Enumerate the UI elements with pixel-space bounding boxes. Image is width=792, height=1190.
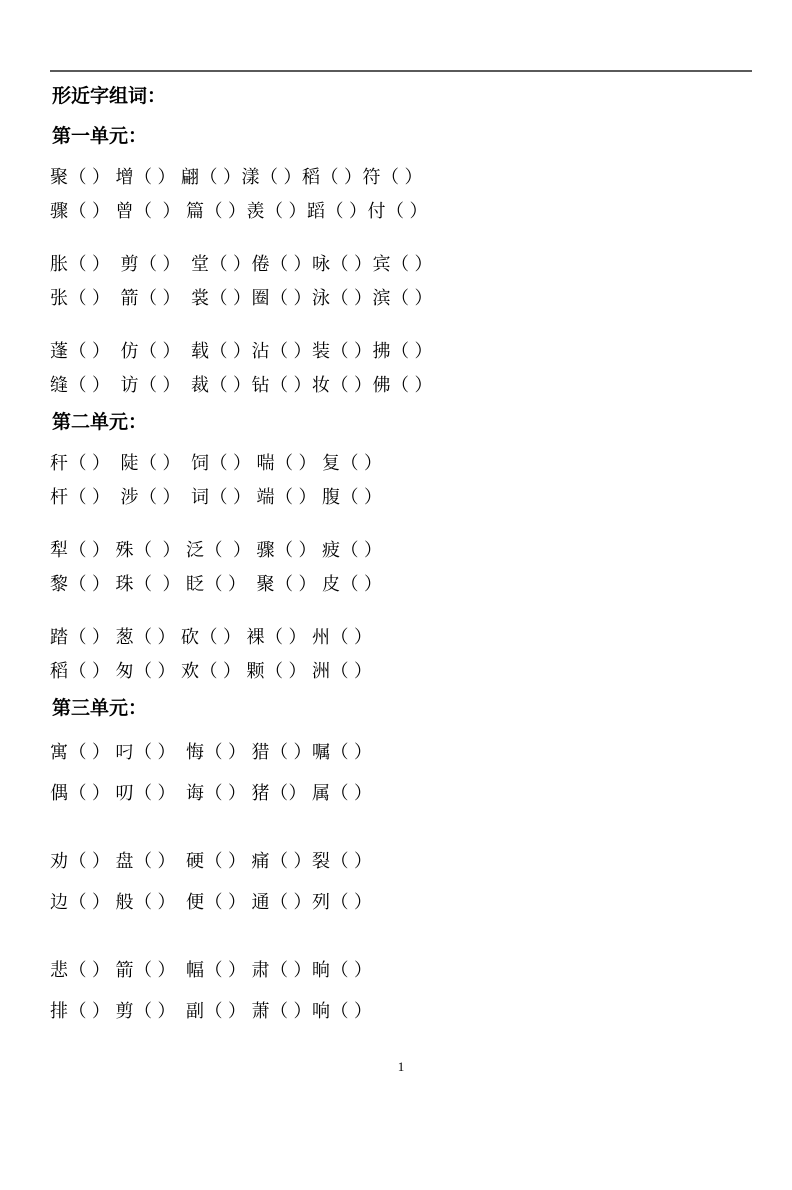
character-row: 边（ ） 般（ ） 便（ ） 通（ ）列（ ）	[50, 892, 373, 912]
page-title: 形近字组词：	[52, 86, 167, 107]
character-row: 缝（ ） 访（ ） 裁（ ）钻（ ）妆（ ）佛（ ）	[50, 375, 433, 395]
character-row: 杆（ ） 涉（ ） 词（ ） 端（ ） 腹（ ）	[50, 487, 383, 507]
section-title-unit-2: 第二单元：	[52, 412, 148, 433]
character-row: 黎（ ） 珠（ ） 眨（ ） 聚（ ） 皮（ ）	[50, 574, 383, 594]
character-row: 张（ ） 箭（ ） 裳（ ）圈（ ）泳（ ）滨（ ）	[50, 288, 433, 308]
character-row: 秆（ ） 陡（ ） 饲（ ） 喘（ ） 复（ ）	[50, 453, 383, 473]
character-pair-group	[50, 247, 752, 315]
character-row: 蓬（ ） 仿（ ） 载（ ）沾（ ）装（ ）拂（ ）	[50, 341, 433, 361]
section-unit-3	[50, 696, 752, 1032]
character-row: 聚（ ） 增（ ） 翩（ ）漾（ ）稻（ ）符（ ）	[50, 167, 423, 187]
character-row: 劝（ ） 盘（ ） 硬（ ） 痛（ ）裂（ ）	[50, 851, 373, 871]
character-pair-group	[50, 334, 752, 402]
character-row: 犁（ ） 殊（ ） 泛（ ） 骤（ ） 疲（ ）	[50, 540, 383, 560]
section-title-unit-3: 第三单元：	[52, 698, 148, 719]
character-row: 排（ ） 剪（ ） 副（ ） 萧（ ）响（ ）	[50, 1001, 373, 1021]
character-row: 骤（ ） 曾（ ） 篇（ ）羡（ ）蹈（ ）付（ ）	[50, 201, 428, 221]
character-pair-group	[50, 446, 752, 514]
character-row: 偶（ ） 叨（ ） 诲（ ） 猪（） 属（ ）	[50, 783, 373, 803]
character-pair-group	[50, 533, 752, 601]
character-pair-group	[50, 841, 752, 923]
character-pair-group	[50, 732, 752, 814]
worksheet-page	[0, 70, 792, 1190]
character-row: 踏（ ） 葱（ ） 砍（ ） 裸（ ） 州（ ）	[50, 627, 373, 647]
character-row: 胀（ ） 剪（ ） 堂（ ）倦（ ）咏（ ）宾（ ）	[50, 254, 433, 274]
top-rule	[50, 70, 752, 72]
character-row: 稻（ ） 匆（ ） 欢（ ） 颗（ ） 洲（ ）	[50, 661, 373, 681]
character-row: 悲（ ） 箭（ ） 幅（ ） 肃（ ）晌（ ）	[50, 960, 373, 980]
section-unit-1	[50, 124, 752, 402]
character-pair-group	[50, 620, 752, 688]
character-pair-group	[50, 950, 752, 1032]
section-title-unit-1: 第一单元：	[52, 126, 148, 147]
character-pair-group	[50, 160, 752, 228]
character-row: 寓（ ） 叼（ ） 悔（ ） 猎（ ）嘱（ ）	[50, 742, 373, 762]
page-number: 1	[397, 1059, 405, 1074]
section-unit-2	[50, 410, 752, 688]
